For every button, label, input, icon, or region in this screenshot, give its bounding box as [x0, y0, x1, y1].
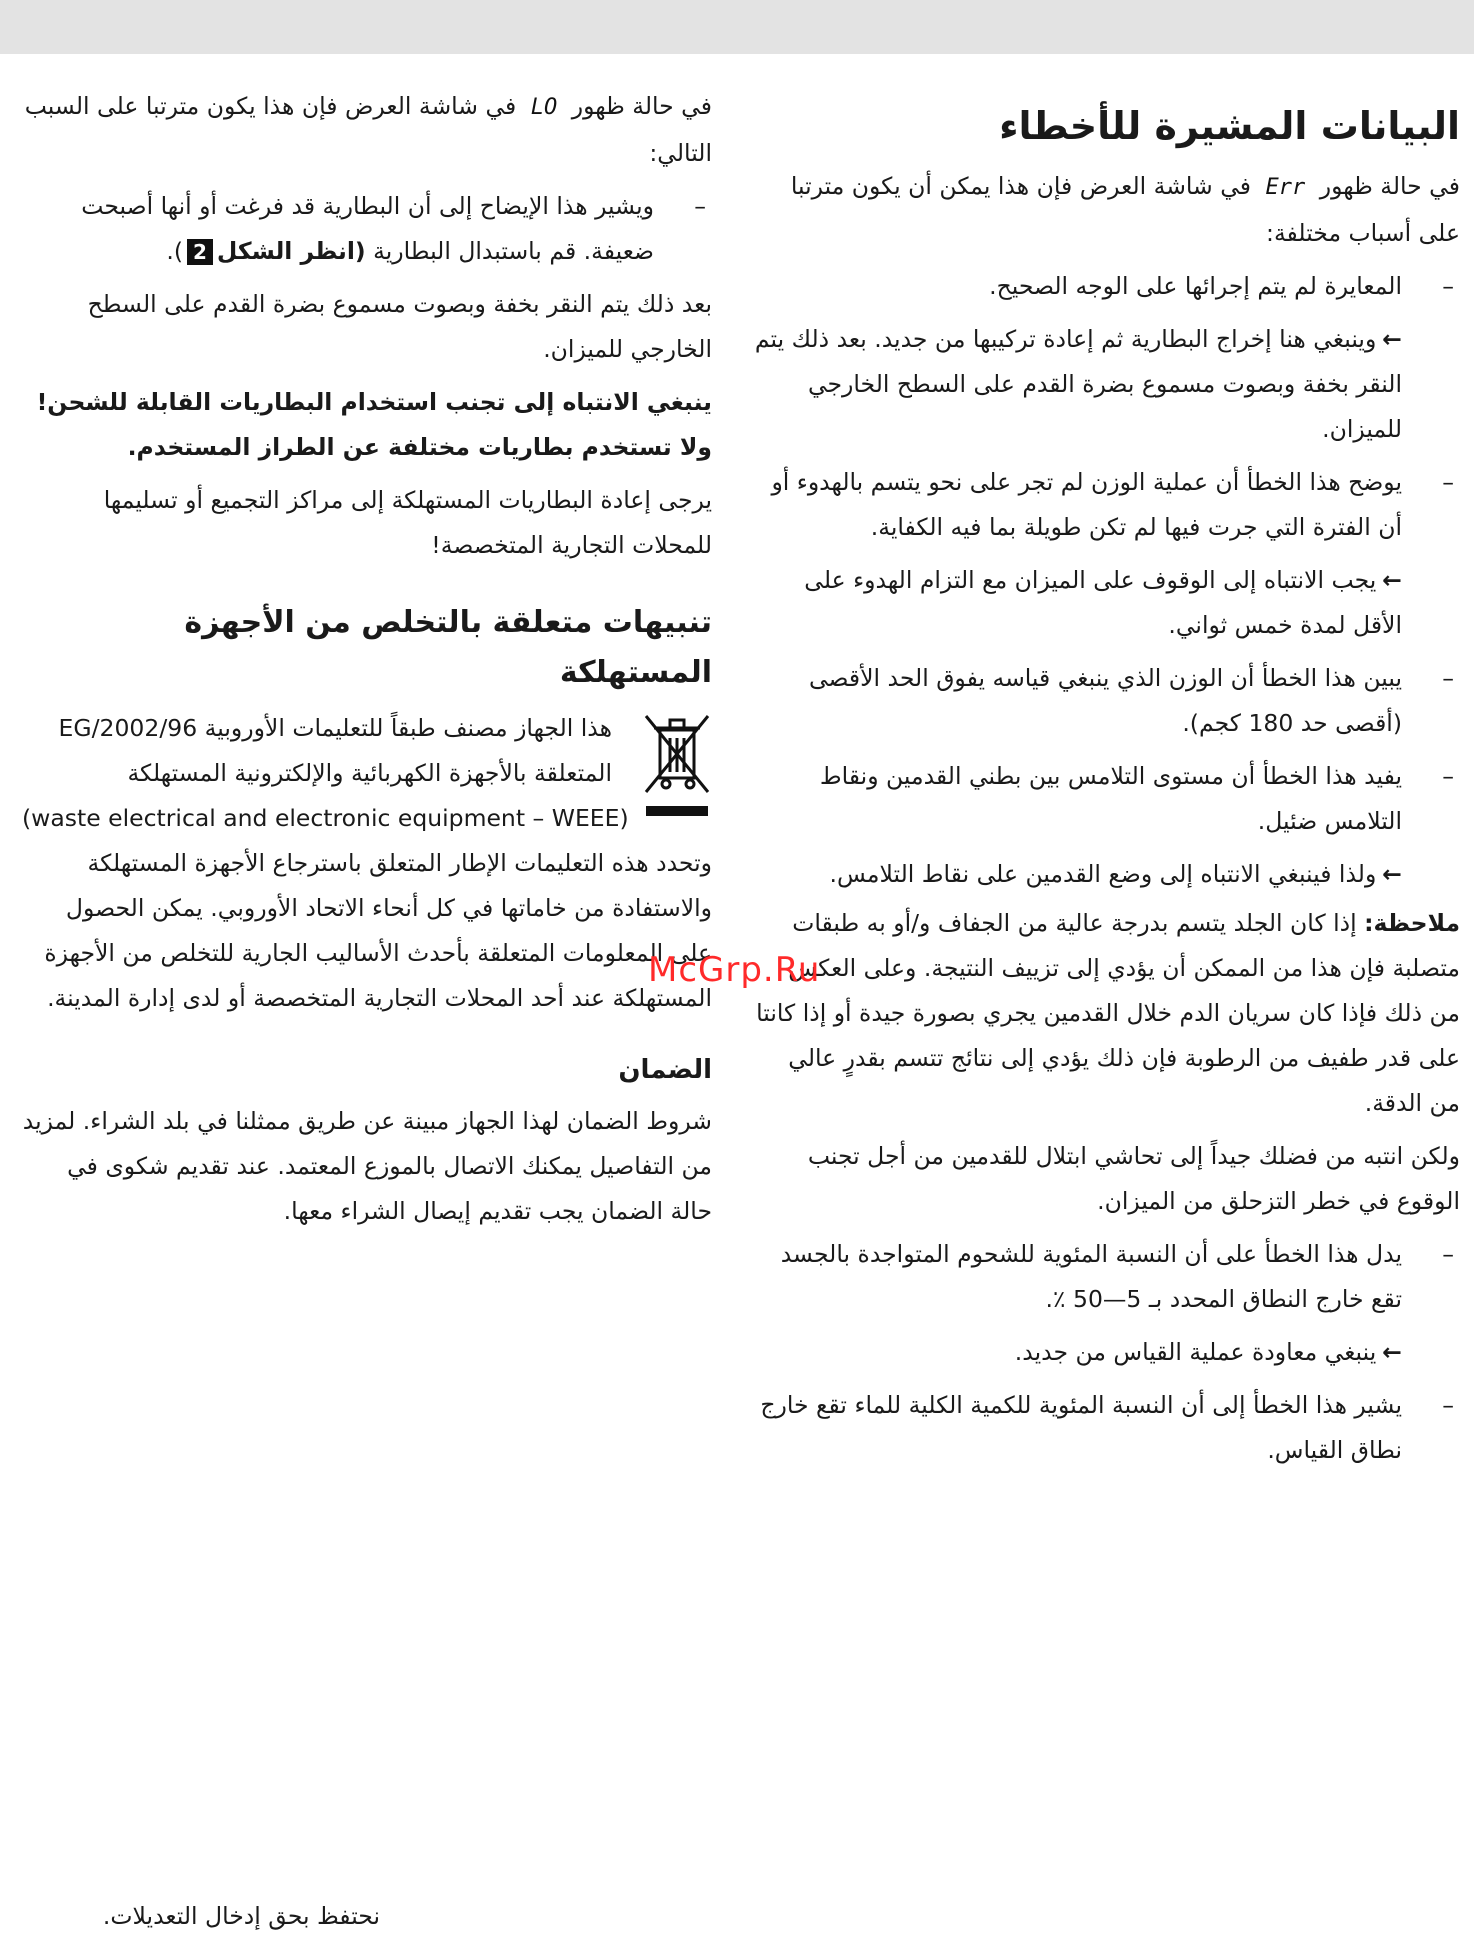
error-item-4: – يفيد هذا الخطأ أن مستوى التلامس بين بطني القدمين ونقاط التلامس ضئيل.	[819, 762, 1454, 835]
error-item-1: – المعايرة لم يتم إجرائها على الوجه الصحيح.	[989, 272, 1454, 300]
right-column	[754, 84, 1460, 1481]
arrow-left-icon: ←	[1382, 1338, 1402, 1366]
footer-note: نحتفظ بحق إدخال التعديلات.	[102, 1902, 380, 1930]
warranty-text: شروط الضمان لهذا الجهاز مبينة عن طريق ممثلنا في بلد الشراء. لمزيد من التفاصيل يمكنك الاتصال بالموزع المعتمد. عند تقديم شكوى في حالة الضمان يجب تقديم إيصال الشراء معها.	[22, 1107, 712, 1225]
error-fix-4: ←ولذا فينبغي الانتباه إلى وضع القدمين على نقاط التلامس.	[829, 860, 1402, 888]
weee-english: (waste electrical and electronic equipment – WEEE)	[22, 804, 629, 832]
left-column	[22, 84, 712, 1242]
lo-intro: في حالة ظهور LO في شاشة العرض فإن هذا يكون مترتبا على السبب التالي:	[22, 84, 712, 176]
arrow-left-icon: ←	[1382, 566, 1402, 594]
error-fix-1: ←وينبغي هنا إخراج البطارية ثم إعادة تركيبها من جديد. بعد ذلك يتم النقر بخفة وبصوت مسموع بضرة القدم على السطح الخارجي للميزان.	[754, 325, 1402, 443]
figure-ref-badge: 2	[187, 239, 213, 265]
disposal-title: تنبيهات متعلقة بالتخلص من الأجهزة المستهلكة	[184, 605, 712, 690]
warranty-title: الضمان	[618, 1055, 712, 1085]
error-item-2: – يوضح هذا الخطأ أن عملية الوزن لم تجر على نحو يتسم بالهدوء أو أن الفترة التي جرت فيها لم تكن طويلة بما فيه الكفاية.	[771, 468, 1454, 541]
error-item-3: – يبين هذا الخطأ أن الوزن الذي ينبغي قياسه يفوق الحد الأقصى (أقصى حد 180 كجم).	[808, 664, 1454, 737]
lo-display-code: LO	[530, 95, 558, 120]
watermark: McGrp.Ru	[648, 950, 821, 990]
top-bar	[0, 0, 1474, 54]
caution-paragraph: ولكن انتبه من فضلك جيداً إلى تحاشي ابتلال للقدمين من أجل تجنب الوقوع في خطر التزحلق من الميزان.	[807, 1142, 1460, 1215]
arrow-left-icon: ←	[1382, 325, 1402, 353]
arrow-left-icon: ←	[1382, 860, 1402, 888]
err-intro: في حالة ظهور Err في شاشة العرض فإن هذا يمكن أن يكون مترتبا على أسباب مختلفة:	[754, 164, 1460, 256]
error-fix-2: ←يجب الانتباه إلى الوقوف على الميزان مع التزام الهدوء على الأقل لمدة خمس ثواني.	[804, 566, 1402, 639]
err-display-code: Err	[1265, 175, 1306, 200]
weee-more-text: وتحدد هذه التعليمات الإطار المتعلق باسترجاع الأجهزة المستهلكة والاستفادة من خاماتها في كل أنحاء الاتحاد الأوروبي. يمكن الحصول على المعلومات المتعلقة بأحدث الأساليب الجارية للتخلص من الأجهزة المستهلكة عند أحد المحلات التجارية المتخصصة أو لدى إدارة المدينة.	[44, 849, 712, 1012]
error-item-6: – يشير هذا الخطأ إلى أن النسبة المئوية للكمية الكلية للماء تقع خارج نطاق القياس.	[760, 1391, 1454, 1464]
lo-item: – ويشير هذا الإيضاح إلى أن البطارية قد فرغت أو أنها أصبحت ضعيفة. قم باستبدال البطارية (انظر الشكل2).	[81, 192, 706, 265]
error-section-title: البيانات المشيرة للأخطاء	[999, 104, 1460, 148]
battery-recycle-text: يرجى إعادة البطاريات المستهلكة إلى مراكز التجميع أو تسليمها للمحلات التجارية المتخصصة!	[103, 486, 712, 559]
rechargeable-warning: ينبغي الانتباه إلى تجنب استخدام البطاريات القابلة للشحن! ولا تستخدم بطاريات مختلفة عن الطراز المستخدم.	[36, 388, 712, 461]
note-label: ملاحظة:	[1364, 909, 1460, 937]
weee-block: هذا الجهاز مصنف طبقاً للتعليمات الأوروبية 2002/96/EG المتعلقة بالأجهزة الكهربائية والإلكترونية المستهلكة	[22, 706, 712, 796]
error-fix-5: ←ينبغي معاودة عملية القياس من جديد.	[1014, 1338, 1402, 1366]
error-item-5: – يدل هذا الخطأ على أن النسبة المئوية للشحوم المتواجدة بالجسد تقع خارج النطاق المحدد بـ 5—50 ٪.	[780, 1240, 1454, 1313]
note-paragraph: ملاحظة: إذا كان الجلد يتسم بدرجة عالية من الجفاف و/أو به طبقات متصلبة فإن هذا من الممكن أن يؤدي إلى تزييف النتيجة. وعلى العكس من ذلك فإذا كان سريان الدم خلال القدمين يجري بصورة جيدة أو إذا كانتا على قدر طفيف من الرطوبة فإن ذلك يؤدي إلى نتائج تتسم بقدرٍ عالي من الدقة.	[756, 909, 1460, 1117]
after-battery-text: بعد ذلك يتم النقر بخفة وبصوت مسموع بضرة القدم على السطح الخارجي للميزان.	[87, 290, 712, 363]
crossed-bin-icon	[642, 712, 712, 822]
